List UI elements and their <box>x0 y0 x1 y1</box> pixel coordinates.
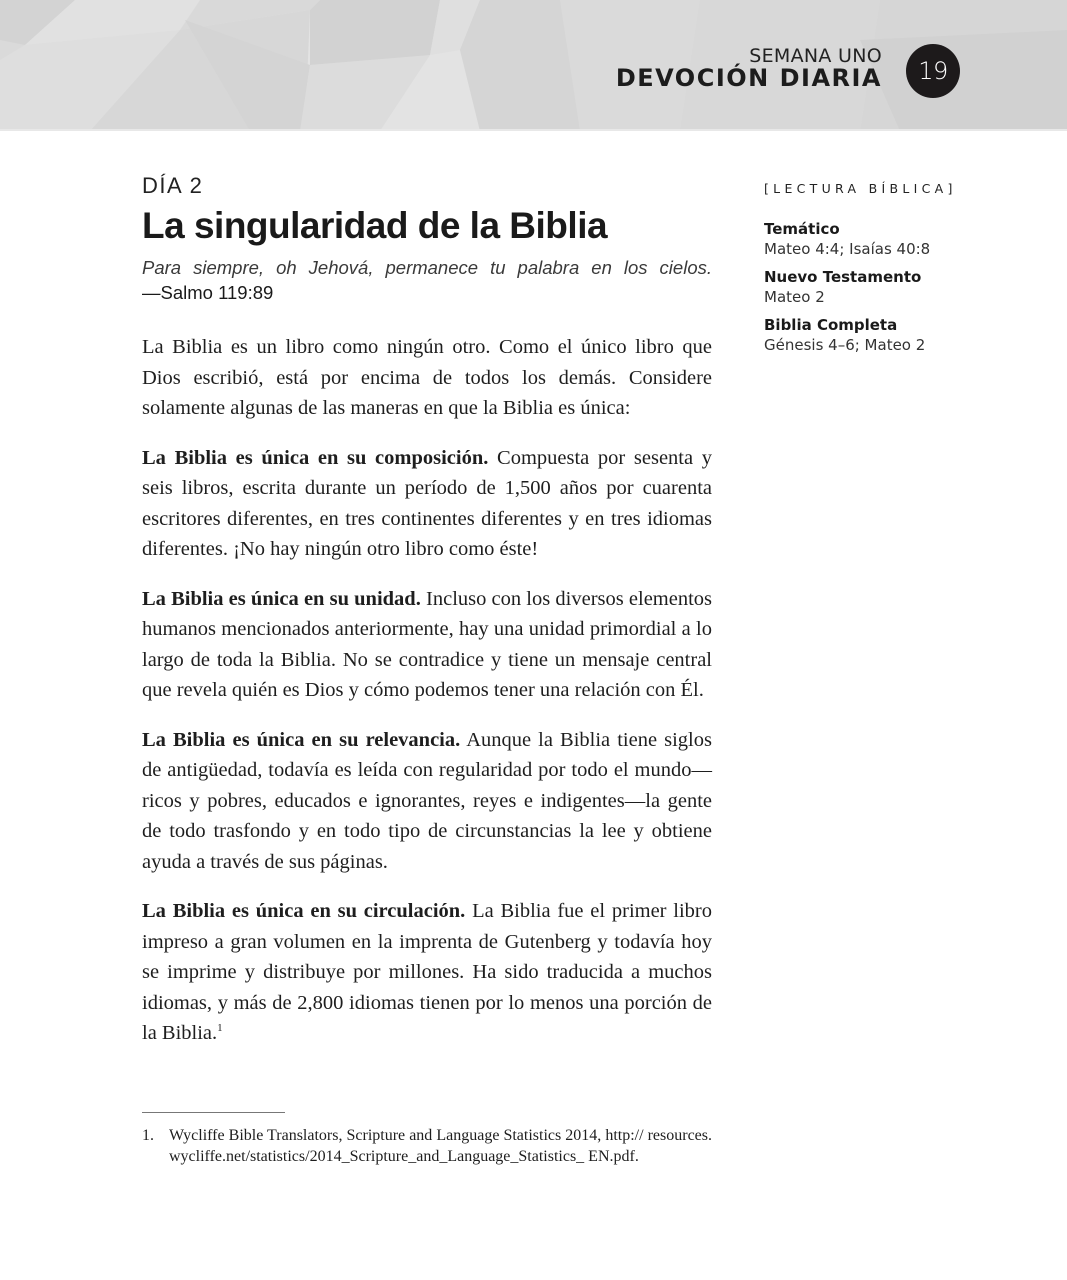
footnote-reference[interactable]: 1 <box>217 1022 223 1035</box>
main-content <box>142 172 712 1049</box>
reading-thematic <box>764 220 964 259</box>
paragraph-lead: La Biblia es única en su circulación. <box>142 900 466 922</box>
paragraph-text: Aunque la Biblia tiene siglos de antigüedad, todavía es leída con regularidad por todo el mundo—ricos y pobres, educados e ignorantes, reyes e indigentes—la gente de todo trasfondo y en todo tipo de circunstancias la lee y obtiene ayuda a través de sus páginas. <box>142 728 712 873</box>
paragraph-lead: La Biblia es única en su composición. <box>142 446 489 469</box>
paragraph-unity <box>142 584 712 706</box>
reading-heading: Biblia Completa <box>764 316 898 334</box>
footnote-divider <box>142 1112 285 1113</box>
paragraph-composition <box>142 443 712 565</box>
paragraph-relevance <box>142 725 712 878</box>
page-header <box>0 0 1067 131</box>
reading-complete-bible <box>764 316 964 355</box>
paragraph-lead: La Biblia es única en su relevancia. <box>142 728 461 751</box>
paragraph-text: La Biblia fue el primer libro impreso a gran volumen en la imprenta de Gutenberg y todavía hoy se imprime y distribuye por millones. Ha sido traducida a muchos idiomas, y más de 2,800 idiomas tienen por lo menos una porción de la Biblia. <box>142 900 712 1044</box>
reading-reference: Mateo 2 <box>764 288 825 306</box>
reading-heading: Temático <box>764 220 840 238</box>
header-divider <box>0 129 1067 131</box>
footnote <box>142 1125 712 1167</box>
page-number: 19 <box>918 57 948 85</box>
paragraph-circulation <box>142 896 712 1049</box>
paragraph-text: Compuesta por sesenta y seis libros, escrita durante un período de 1,500 años por cuarenta escritores diferentes, en tres continentes diferentes y en tres idiomas diferentes. ¡No hay ningún otro libro como éste! <box>142 446 712 560</box>
day-label: DÍA 2 <box>142 173 204 198</box>
paragraph-lead: La Biblia es única en su unidad. <box>142 587 421 610</box>
section-label: DEVOCIÓN DIARIA <box>615 64 882 92</box>
page-title: La singularidad de la Biblia <box>142 205 608 246</box>
week-label: SEMANA UNO <box>749 45 882 67</box>
scripture-verse: Para siempre, oh Jehová, permanece tu palabra en los cielos. <box>142 257 712 278</box>
paragraph-text: Incluso con los diversos elementos humanos mencionados anteriormente, hay una unidad primordial a lo largo de toda la Biblia. No se contradice y tiene un mensaje central que revela quién es Dios y cómo podemos tener una relación con Él. <box>142 587 713 701</box>
reading-reference: Mateo 4:4; Isaías 40:8 <box>764 240 931 258</box>
reading-reference: Génesis 4–6; Mateo 2 <box>764 336 926 354</box>
footnote-number: 1. <box>142 1127 154 1144</box>
scripture-reference: —Salmo 119:89 <box>142 282 274 303</box>
reading-heading: Nuevo Testamento <box>764 268 922 286</box>
reading-new-testament <box>764 268 964 307</box>
footnote-text: Wycliffe Bible Translators, Scripture and Language Statistics 2014, http:// resources.wycliffe.net/statistics/2014_Scripture_and_Language_Statistics_ EN.pdf. <box>169 1127 712 1165</box>
page-number-badge <box>906 44 960 98</box>
intro-paragraph: La Biblia es un libro como ningún otro. Como el único libro que Dios escribió, está por encima de todos los demás. Considere solamente algunas de las maneras en que la Biblia es única: <box>142 336 712 419</box>
bible-reading-sidebar <box>764 180 964 364</box>
sidebar-title: [LECTURA BÍBLICA] <box>764 181 957 196</box>
